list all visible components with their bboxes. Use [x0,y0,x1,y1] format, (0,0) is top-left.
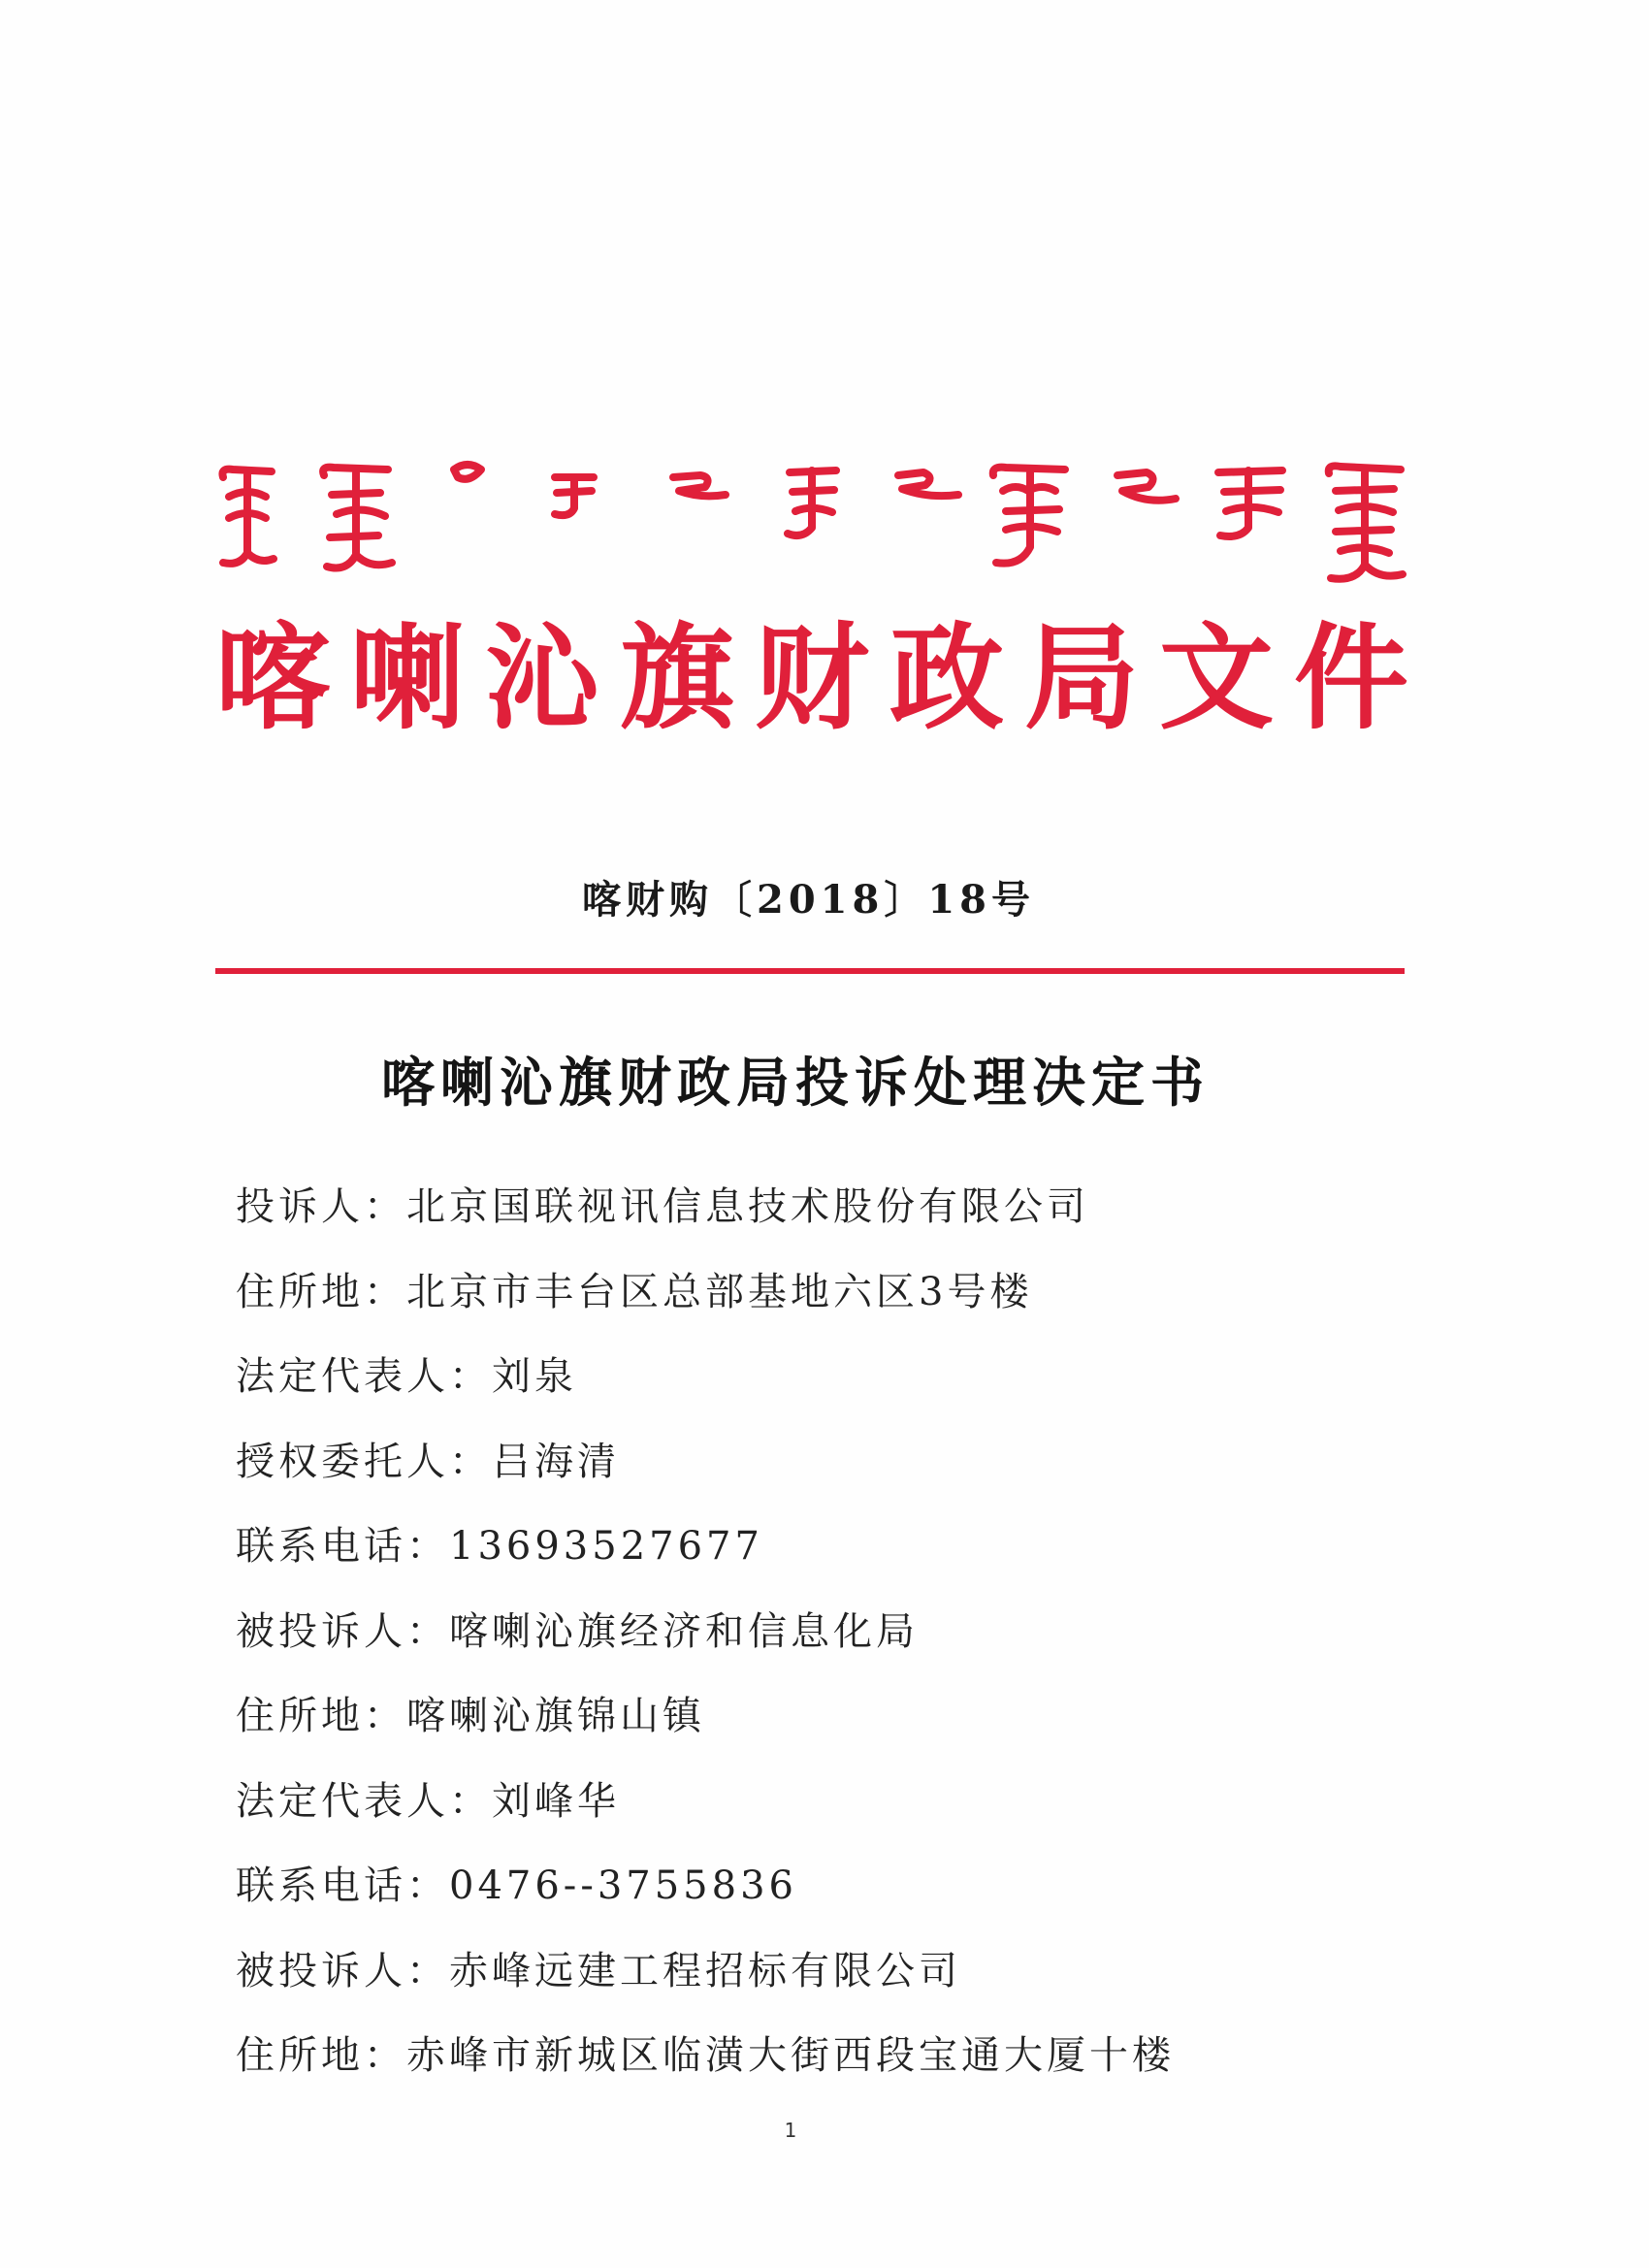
body-line-complainant [236,1165,1497,1250]
mongolian-glyph [323,468,392,568]
body-line-complainant-legal-rep [236,1335,1497,1420]
line-label: 法定代表人： [236,1778,492,1824]
line-label: 被投诉人： [236,1608,449,1654]
page-number: 1 [784,2119,797,2142]
mongolian-glyph [555,477,594,515]
body-line-respondent-2-address [236,2014,1497,2099]
line-value: 刘峰华 [492,1778,620,1824]
body-line-respondent-2 [236,1929,1497,2015]
mongolian-glyph [1329,466,1403,578]
line-value: 13693527677 [449,1524,763,1569]
mongolian-glyph [1218,470,1282,536]
mongolian-glyph [1117,472,1176,501]
body-line-complainant-address [236,1250,1497,1336]
line-label: 联系电话： [236,1863,449,1908]
line-value: 吕海清 [492,1439,620,1484]
line-label: 联系电话： [236,1524,449,1569]
line-label: 住所地： [236,1694,406,1738]
mongolian-glyph [993,468,1065,564]
mongolian-script-header [215,458,1408,594]
document-title: 喀喇沁旗财政局投诉处理决定书 [381,1051,1211,1114]
mongolian-glyph [454,465,481,479]
mongolian-glyph [673,475,726,496]
line-value: 赤峰远建工程招标有限公司 [449,1948,961,1993]
body-line-complainant-phone [236,1505,1497,1590]
line-label: 授权委托人： [236,1439,492,1484]
line-label: 住所地： [236,1269,406,1314]
line-value: 喀喇沁旗经济和信息化局 [449,1608,919,1654]
line-label: 住所地： [236,2033,406,2078]
body-line-respondent-1-address [236,1674,1497,1760]
red-header-title: 喀喇沁旗财政局文件 [215,610,1430,745]
line-label: 投诉人： [236,1184,406,1229]
line-value: 0476--3755836 [449,1863,797,1908]
document-body [236,1165,1497,2099]
line-label: 被投诉人： [236,1948,449,1993]
line-value: 刘泉 [492,1354,577,1399]
mongolian-glyph [898,472,958,496]
red-divider-line [215,968,1405,974]
document-number: 喀财购〔2018〕18号 [582,877,1035,923]
line-value: 赤峰市新城区临潢大街西段宝通大厦十楼 [406,2033,1175,2078]
line-value: 北京国联视讯信息技术股份有限公司 [406,1184,1089,1229]
body-line-authorized-agent [236,1420,1497,1506]
line-label: 法定代表人： [236,1354,492,1399]
mongolian-glyph [788,470,836,535]
mongolian-glyph [222,470,274,564]
body-line-respondent-1 [236,1590,1497,1675]
body-line-respondent-1-legal-rep [236,1760,1497,1845]
body-line-respondent-1-phone [236,1844,1497,1929]
line-value: 北京市丰台区总部基地六区3号楼 [406,1269,1033,1314]
line-value: 喀喇沁旗锦山镇 [406,1694,705,1738]
